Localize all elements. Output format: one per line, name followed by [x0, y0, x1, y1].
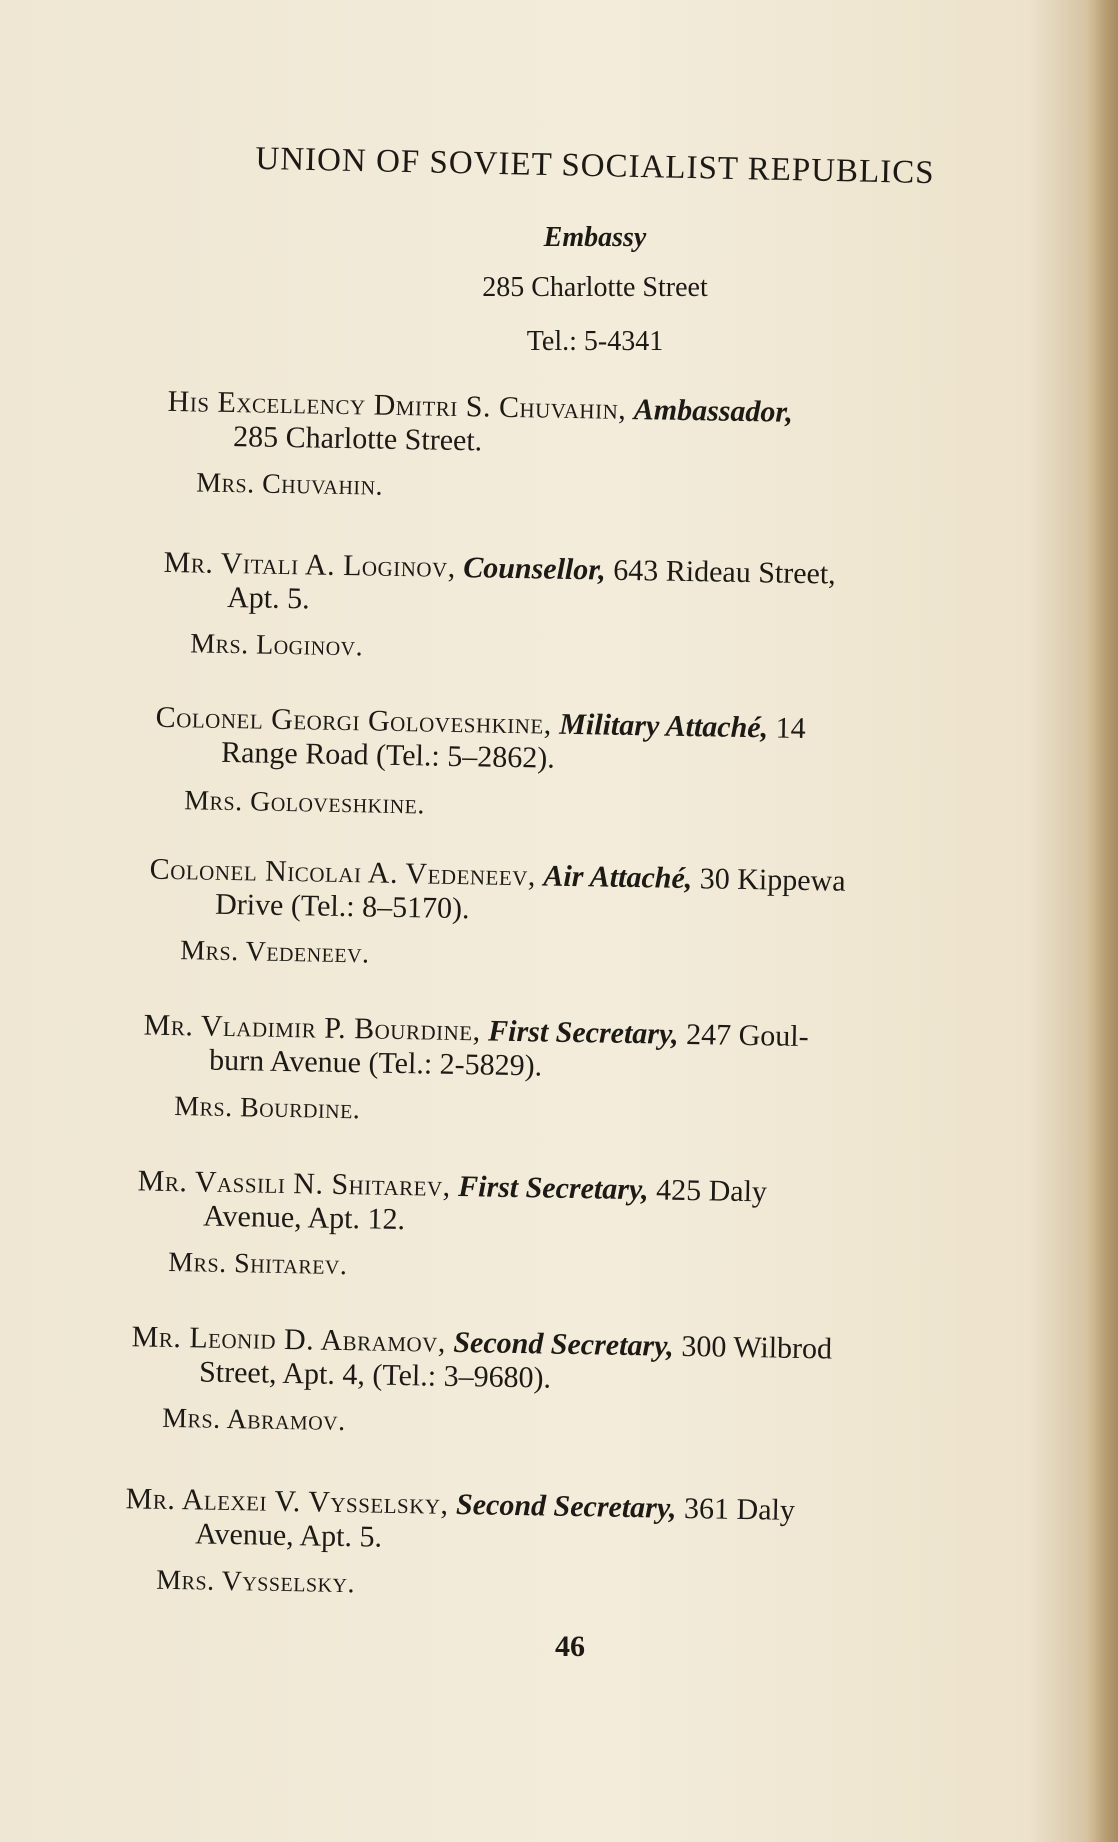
entry-address: Avenue, Apt. 5.	[194, 1517, 383, 1554]
section-label: Embassy	[543, 222, 647, 253]
entry-spouse: Mrs. Vysselsky.	[156, 1564, 356, 1600]
entry-address-start: 361 Daly	[683, 1491, 796, 1527]
entry-name: His Excellency Dmitri S. Chuvahin,	[167, 384, 627, 426]
entry-title: Ambassador,	[633, 393, 794, 429]
entry-title: First Secretary,	[457, 1170, 649, 1207]
entry-title: Second Secretary,	[455, 1487, 677, 1525]
entry-name: Mr. Leonid D. Abramov,	[131, 1320, 447, 1359]
entry-address: Avenue, Apt. 12.	[202, 1199, 406, 1237]
entry-title: Second Secretary,	[453, 1325, 675, 1363]
entry-title: First Secretary,	[487, 1014, 679, 1051]
entry-spouse: Mrs. Chuvahin.	[196, 467, 384, 502]
entry-address-start: 247 Goul-	[685, 1017, 809, 1054]
page-gutter	[1086, 0, 1118, 1842]
entry-name: Mr. Vitali A. Loginov,	[163, 545, 457, 584]
entry-name: Mr. Alexei V. Vysselsky,	[125, 1482, 449, 1521]
entry-title: Counsellor,	[462, 551, 607, 587]
entry-name: Colonel Nicolai A. Vedeneev,	[149, 852, 537, 893]
entry-address-start: 14	[775, 711, 806, 746]
embassy-telephone: Tel.: 5-4341	[526, 326, 664, 357]
entry-title: Air Attaché,	[543, 859, 693, 896]
country-heading: UNION OF SOVIET SOCIALIST REPUBLICS	[255, 140, 935, 192]
embassy-address: 285 Charlotte Street	[482, 272, 708, 303]
entry-name: Colonel Georgi Goloveshkine,	[155, 700, 553, 741]
entry-address-start: 425 Daly	[655, 1173, 768, 1209]
entry-address: Apt. 5.	[226, 580, 310, 616]
entry-spouse: Mrs. Bourdine.	[174, 1091, 361, 1126]
page-number: 46	[555, 1630, 585, 1663]
entry-address: Street, Apt. 4, (Tel.: 3–9680).	[198, 1355, 552, 1395]
entry-name: Mr. Vladimir P. Bourdine,	[143, 1008, 481, 1048]
entry-spouse: Mrs. Shitarev.	[168, 1246, 348, 1282]
entry-address: Range Road (Tel.: 5–2862).	[220, 735, 556, 775]
entry-name: Mr. Vassili N. Shitarev,	[137, 1164, 451, 1203]
entry-address-start: 643 Rideau Street,	[613, 553, 837, 591]
entry-address-start: 30 Kippewa	[699, 862, 846, 898]
entry-address: burn Avenue (Tel.: 2-5829).	[208, 1043, 543, 1083]
entry-address: Drive (Tel.: 8–5170).	[214, 887, 470, 926]
entry-address: 285 Charlotte Street.	[232, 420, 483, 458]
entry-title: Military Attaché,	[559, 707, 769, 745]
entry-spouse: Mrs. Loginov.	[190, 628, 364, 663]
entry-spouse: Mrs. Abramov.	[162, 1402, 346, 1438]
entry-spouse: Mrs. Vedeneev.	[180, 935, 370, 970]
entry-spouse: Mrs. Goloveshkine.	[183, 785, 426, 821]
entry-address-start: 300 Wilbrod	[681, 1329, 833, 1366]
